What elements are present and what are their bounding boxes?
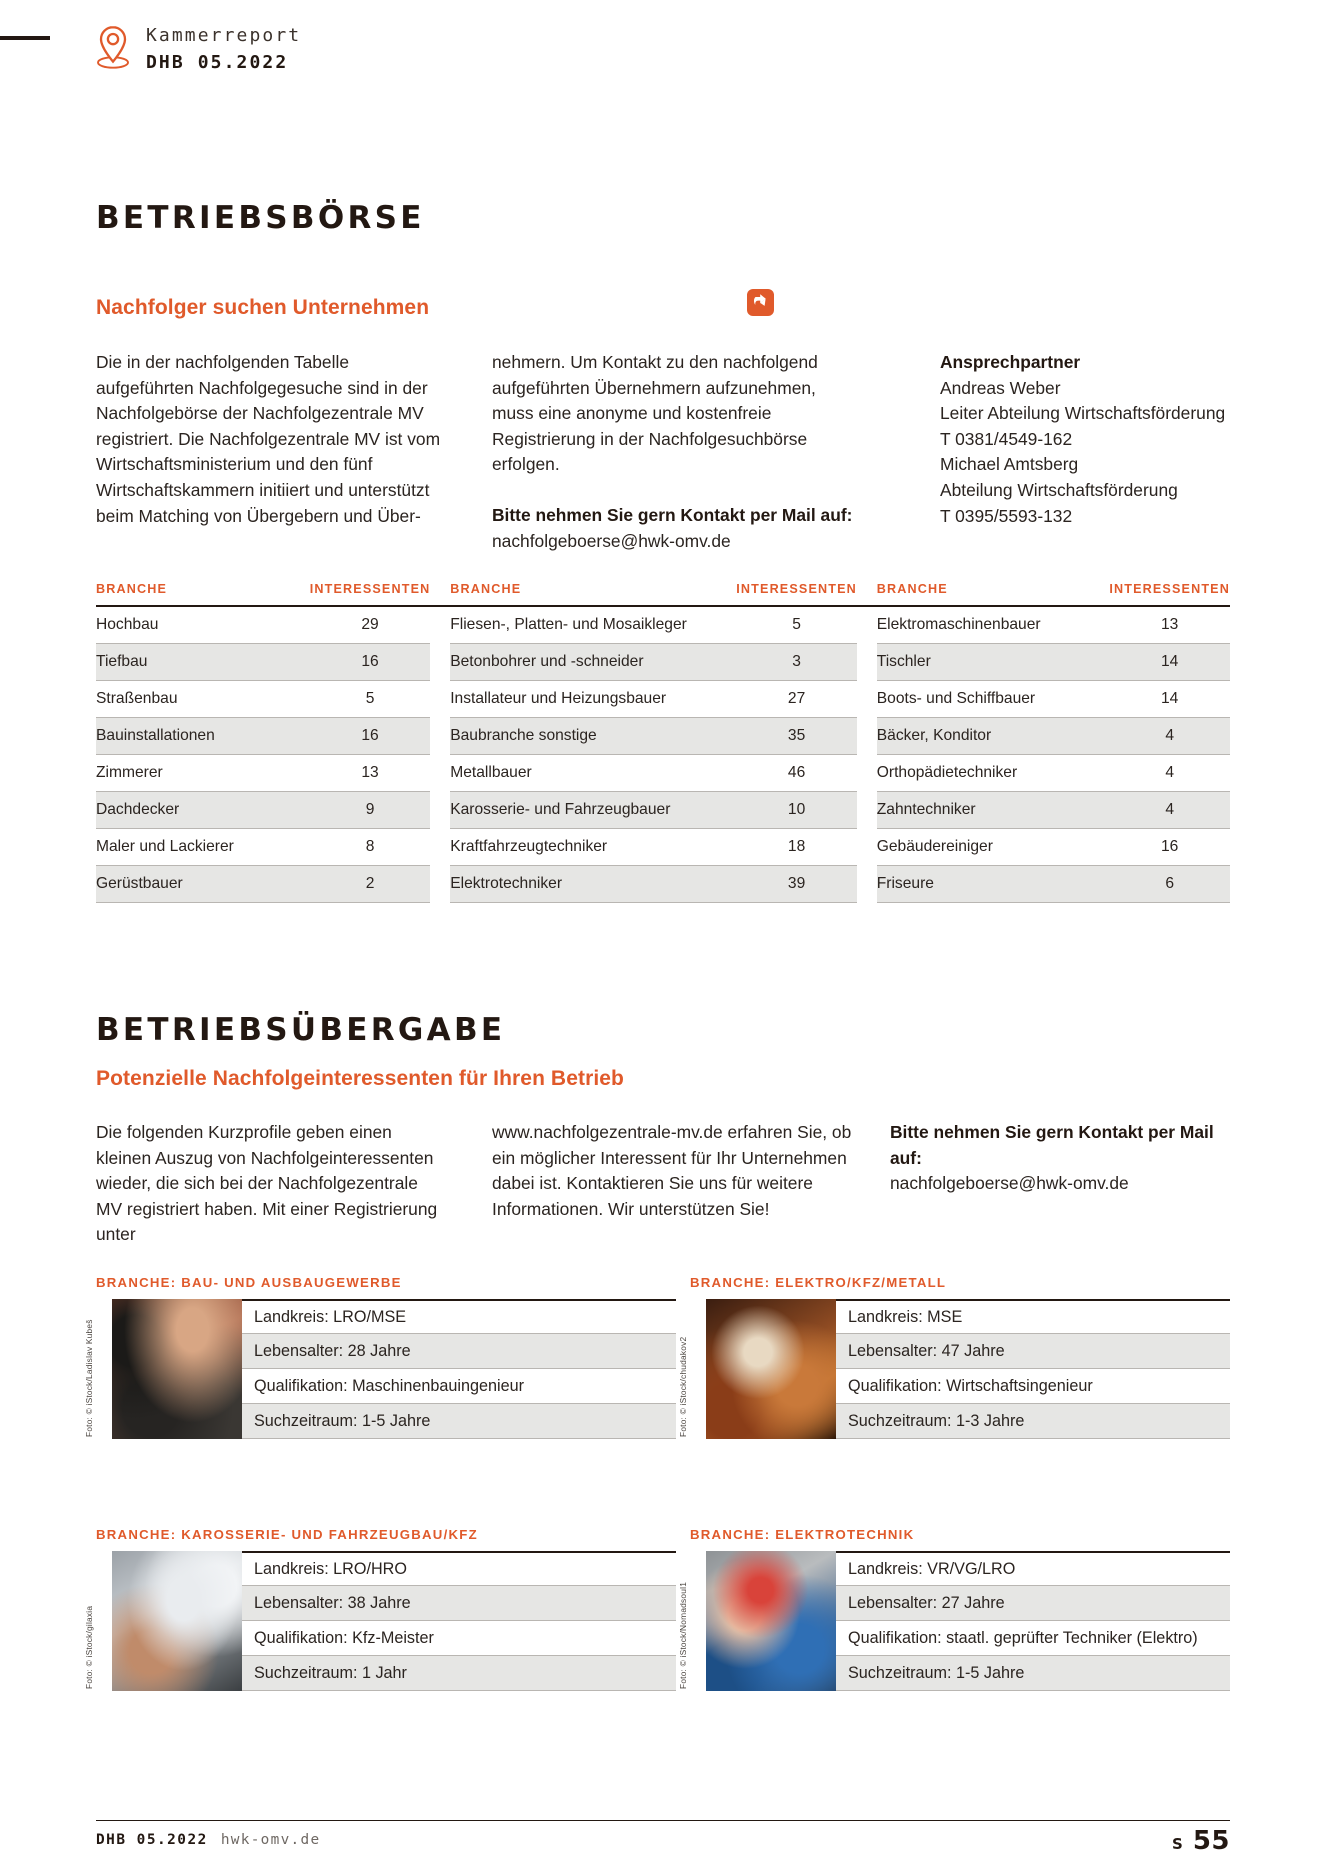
intro-column-1-text: Die in der nachfolgenden Tabelle aufgeführten Nachfolgegesuche sind in der Nachfolgebörse der Nachfolgezentrale MV registriert. Die Nachfolgezentrale MV ist vom Wirtschaftsministerium und den fünf Wirtschaftskammern initiiert und unterstützt beim Matching von Übergebern und Über- xyxy=(96,352,441,526)
cell-branche-1: Bauinstallationen xyxy=(96,718,310,755)
card-3-row-landkreis: Landkreis: LRO/HRO xyxy=(242,1551,676,1586)
cell-interessenten-2: 35 xyxy=(736,718,857,755)
col-header-interessenten-1: INTERESSENTEN xyxy=(310,582,431,606)
cell-branche-2: Baubranche sonstige xyxy=(450,718,736,755)
cell-interessenten-3: 16 xyxy=(1109,829,1230,866)
footer-page-number: 55 xyxy=(1192,1826,1230,1856)
cell-interessenten-3: 6 xyxy=(1109,866,1230,903)
uebergabe-column-2-text: www.nachfolgezentrale-mv.de erfahren Sie, ob ein möglicher Interessent für Ihr Unternehmen dabei ist. Kontaktieren Sie uns für weitere Informationen. Wir unterstützen Sie! xyxy=(492,1122,852,1219)
cell-gap-1 xyxy=(430,792,450,829)
cell-gap-1 xyxy=(430,829,450,866)
cell-branche-3: Zahntechniker xyxy=(877,792,1110,829)
cell-branche-1: Maler und Lackierer xyxy=(96,829,310,866)
cell-branche-3: Friseure xyxy=(877,866,1110,903)
footer-issue: DHB 05.2022 xyxy=(96,1832,208,1848)
cell-interessenten-2: 3 xyxy=(736,644,857,681)
runhead-title: Kammerreport xyxy=(146,25,302,46)
cell-interessenten-3: 4 xyxy=(1109,718,1230,755)
runhead-rule xyxy=(0,36,50,40)
footer-url[interactable]: hwk-omv.de xyxy=(220,1832,321,1848)
header-gap-2 xyxy=(857,582,877,606)
card-2-row-landkreis: Landkreis: MSE xyxy=(836,1299,1230,1334)
cell-branche-2: Kraftfahrzeugtechniker xyxy=(450,829,736,866)
card-2-rows xyxy=(836,1299,1230,1439)
cell-gap-2 xyxy=(857,606,877,644)
cell-interessenten-1: 8 xyxy=(310,829,431,866)
mail-address-2[interactable]: nachfolgeboerse@hwk-omv.de xyxy=(890,1173,1129,1194)
cell-branche-3: Orthopädietechniker xyxy=(877,755,1110,792)
cell-gap-2 xyxy=(857,792,877,829)
cell-interessenten-1: 9 xyxy=(310,792,431,829)
cell-branche-3: Bäcker, Konditor xyxy=(877,718,1110,755)
col-header-branche-2: BRANCHE xyxy=(450,582,736,606)
uebergabe-column-1 xyxy=(96,1120,444,1248)
cell-gap-1 xyxy=(430,866,450,903)
cell-interessenten-2: 10 xyxy=(736,792,857,829)
cell-branche-1: Straßenbau xyxy=(96,681,310,718)
cell-interessenten-3: 13 xyxy=(1109,606,1230,644)
cell-branche-3: Boots- und Schiffbauer xyxy=(877,681,1110,718)
profile-card-4 xyxy=(678,1527,1230,1691)
col-header-interessenten-3: INTERESSENTEN xyxy=(1109,582,1230,606)
contact-line-2: Leiter Abteilung Wirtschaftsförderung xyxy=(940,403,1226,424)
cell-interessenten-2: 5 xyxy=(736,606,857,644)
cell-gap-1 xyxy=(430,606,450,644)
cell-gap-1 xyxy=(430,755,450,792)
cell-gap-2 xyxy=(857,718,877,755)
branchen-table xyxy=(96,582,1230,903)
engine-parts-photo xyxy=(112,1299,242,1439)
section-title-betriebsuebergabe: BETRIEBSÜBERGABE xyxy=(96,1012,506,1048)
cell-interessenten-1: 13 xyxy=(310,755,431,792)
footer-rule xyxy=(96,1820,1230,1821)
card-2-row-lebensalter: Lebensalter: 47 Jahre xyxy=(836,1334,1230,1369)
cell-interessenten-2: 18 xyxy=(736,829,857,866)
card-2-photo-credit: Foto: © iStock/chudakov2 xyxy=(678,1336,688,1437)
cell-branche-2: Elektrotechniker xyxy=(450,866,736,903)
location-pin-icon xyxy=(96,24,130,70)
cell-interessenten-2: 27 xyxy=(736,681,857,718)
table-row xyxy=(96,681,1230,718)
cell-interessenten-3: 4 xyxy=(1109,755,1230,792)
cell-branche-3: Tischler xyxy=(877,644,1110,681)
arrow-reply-icon xyxy=(747,289,774,316)
table-row xyxy=(96,644,1230,681)
cell-branche-1: Gerüstbauer xyxy=(96,866,310,903)
card-1-rows xyxy=(242,1299,676,1439)
cell-gap-2 xyxy=(857,681,877,718)
section-subtitle-betriebsboerse: Nachfolger suchen Unternehmen xyxy=(96,296,430,319)
card-1-row-suchzeitraum: Suchzeitraum: 1-5 Jahre xyxy=(242,1404,676,1439)
card-1-row-qualifikation: Qualifikation: Maschinenbauingenieur xyxy=(242,1369,676,1404)
contact-line-6: T 0395/5593-132 xyxy=(940,505,1073,526)
section-title-betriebsboerse: BETRIEBSBÖRSE xyxy=(96,200,425,236)
cell-interessenten-2: 39 xyxy=(736,866,857,903)
cell-branche-1: Tiefbau xyxy=(96,644,310,681)
col-header-interessenten-2: INTERESSENTEN xyxy=(736,582,857,606)
footer-left xyxy=(96,1832,320,1848)
card-2-row-suchzeitraum: Suchzeitraum: 1-3 Jahre xyxy=(836,1404,1230,1439)
table-row xyxy=(96,718,1230,755)
cell-branche-1: Hochbau xyxy=(96,606,310,644)
cell-interessenten-2: 46 xyxy=(736,755,857,792)
col-header-branche-3: BRANCHE xyxy=(877,582,1110,606)
cell-interessenten-1: 5 xyxy=(310,681,431,718)
cell-gap-2 xyxy=(857,644,877,681)
cell-branche-1: Dachdecker xyxy=(96,792,310,829)
cell-gap-2 xyxy=(857,829,877,866)
intro-column-2-text: nehmern. Um Kontakt zu den nachfolgend aufgeführten Übernehmern aufzunehmen, muss eine anonyme und kostenfreie Registrierung in der Nachfolgesuchbörse erfolgen. xyxy=(492,352,818,475)
header-gap-1 xyxy=(430,582,450,606)
cell-interessenten-3: 4 xyxy=(1109,792,1230,829)
intro-column-2 xyxy=(492,350,856,554)
card-2-branche-label: BRANCHE: ELEKTRO/KFZ/METALL xyxy=(690,1275,947,1290)
profile-card-3 xyxy=(84,1527,676,1691)
cell-gap-2 xyxy=(857,866,877,903)
uebergabe-column-3 xyxy=(890,1120,1235,1197)
profile-card-2 xyxy=(678,1275,1230,1439)
card-4-row-qualifikation: Qualifikation: staatl. geprüfter Techniker (Elektro) xyxy=(836,1621,1230,1656)
grinding-sparks-photo xyxy=(706,1299,836,1439)
cell-interessenten-1: 29 xyxy=(310,606,431,644)
contact-line-4: Michael Amtsberg xyxy=(940,454,1079,475)
footer-right xyxy=(1172,1826,1230,1856)
card-3-row-qualifikation: Qualifikation: Kfz-Meister xyxy=(242,1621,676,1656)
cell-interessenten-1: 16 xyxy=(310,644,431,681)
card-4-photo-credit: Foto: © iStock/Nomadsoul1 xyxy=(678,1581,688,1689)
cell-branche-2: Karosserie- und Fahrzeugbauer xyxy=(450,792,736,829)
intro-column-1 xyxy=(96,350,444,529)
card-2-row-qualifikation: Qualifikation: Wirtschaftsingenieur xyxy=(836,1369,1230,1404)
card-1-branche-label: BRANCHE: BAU- UND AUSBAUGEWERBE xyxy=(96,1275,402,1290)
table-body xyxy=(96,606,1230,903)
runhead xyxy=(96,22,301,75)
card-3-branche-label: BRANCHE: KAROSSERIE- UND FAHRZEUGBAU/KFZ xyxy=(96,1527,478,1542)
profile-card-1 xyxy=(84,1275,676,1439)
col-header-branche-1: BRANCHE xyxy=(96,582,310,606)
mail-address-1[interactable]: nachfolgeboerse@hwk-omv.de xyxy=(492,530,731,551)
mail-cta-label-2: Bitte nehmen Sie gern Kontakt per Mail auf: xyxy=(890,1122,1214,1168)
cell-interessenten-3: 14 xyxy=(1109,644,1230,681)
card-1-photo-credit: Foto: © iStock/Ladislav Kubeš xyxy=(84,1319,94,1437)
contact-line-1: Andreas Weber xyxy=(940,377,1061,398)
electrical-wiring-photo xyxy=(706,1551,836,1691)
card-4-row-lebensalter: Lebensalter: 27 Jahre xyxy=(836,1586,1230,1621)
contact-line-5: Abteilung Wirtschaftsförderung xyxy=(940,479,1178,500)
card-3-photo-credit: Foto: © iStock/gilaxia xyxy=(84,1605,94,1689)
cell-interessenten-1: 2 xyxy=(310,866,431,903)
cell-branche-2: Metallbauer xyxy=(450,755,736,792)
card-3-row-lebensalter: Lebensalter: 38 Jahre xyxy=(242,1586,676,1621)
card-3-row-suchzeitraum: Suchzeitraum: 1 Jahr xyxy=(242,1656,676,1691)
card-4-branche-label: BRANCHE: ELEKTROTECHNIK xyxy=(690,1527,915,1542)
cell-branche-1: Zimmerer xyxy=(96,755,310,792)
contact-line-3: T 0381/4549-162 xyxy=(940,428,1073,449)
table-row xyxy=(96,606,1230,644)
uebergabe-column-2 xyxy=(492,1120,862,1222)
card-1-row-lebensalter: Lebensalter: 28 Jahre xyxy=(242,1334,676,1369)
cell-branche-3: Elektromaschinenbauer xyxy=(877,606,1110,644)
cell-gap-1 xyxy=(430,644,450,681)
footer-page-prefix: S xyxy=(1172,1835,1184,1853)
cell-gap-1 xyxy=(430,681,450,718)
card-4-row-landkreis: Landkreis: VR/VG/LRO xyxy=(836,1551,1230,1586)
cell-branche-2: Installateur und Heizungsbauer xyxy=(450,681,736,718)
contact-block xyxy=(940,350,1270,529)
table-row xyxy=(96,792,1230,829)
card-3-rows xyxy=(242,1551,676,1691)
cell-branche-2: Fliesen-, Platten- und Mosaikleger xyxy=(450,606,736,644)
cell-branche-2: Betonbohrer und -schneider xyxy=(450,644,736,681)
uebergabe-column-1-text: Die folgenden Kurzprofile geben einen kleinen Auszug von Nachfolgeinteressenten wieder, die sich bei der Nachfolgezentrale MV registriert haben. Mit einer Registrierung unter xyxy=(96,1122,438,1245)
cell-gap-2 xyxy=(857,755,877,792)
runhead-issue: DHB 05.2022 xyxy=(146,51,289,73)
cell-branche-3: Gebäudereiniger xyxy=(877,829,1110,866)
cell-interessenten-3: 14 xyxy=(1109,681,1230,718)
table-row xyxy=(96,755,1230,792)
cell-interessenten-1: 16 xyxy=(310,718,431,755)
card-4-row-suchzeitraum: Suchzeitraum: 1-5 Jahre xyxy=(836,1656,1230,1691)
table-row xyxy=(96,866,1230,903)
contact-heading: Ansprechpartner xyxy=(940,352,1081,372)
car-wheel-repair-photo xyxy=(112,1551,242,1691)
table-row xyxy=(96,829,1230,866)
table-header-row xyxy=(96,582,1230,606)
cell-gap-1 xyxy=(430,718,450,755)
mail-cta-label-1: Bitte nehmen Sie gern Kontakt per Mail auf: xyxy=(492,504,853,525)
card-1-row-landkreis: Landkreis: LRO/MSE xyxy=(242,1299,676,1334)
section-subtitle-betriebsuebergabe: Potenzielle Nachfolgeinteressenten für Ihren Betrieb xyxy=(96,1067,624,1090)
card-4-rows xyxy=(836,1551,1230,1691)
